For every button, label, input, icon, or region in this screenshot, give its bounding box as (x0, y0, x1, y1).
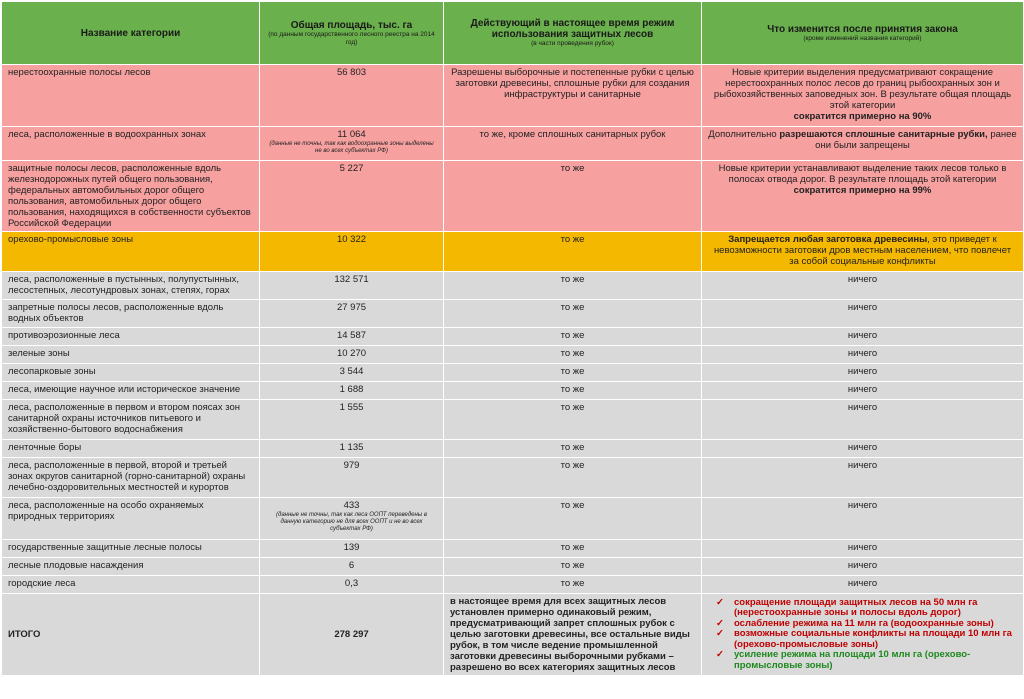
category-area: 1 555 (260, 400, 444, 440)
category-area: 27 975 (260, 300, 444, 328)
header-total-area: Общая площадь, тыс. га (по данным государственного лесного реестра на 2014 год) (260, 2, 444, 65)
total-regime: в настоящее время для всех защитных лесов установлен примерно одинаковый режим, предусматривающий запрет сплошных рубок с целью заготовки древесины, все остальные виды рубок, в том числе ведение промышленной заготовки древесины выборочными рубками – разрешено во всех категориях защитных лесов (444, 594, 702, 676)
area-note: (данные не точны, так как водоохранные зоны выделены не во всех субъектах РФ) (269, 141, 434, 154)
category-name: нерестоохранные полосы лесов (2, 65, 260, 127)
check-icon: ✓ (716, 596, 724, 608)
category-regime: то же, кроме сплошных санитарных рубок (444, 127, 702, 161)
category-area: 10 270 (260, 346, 444, 364)
category-change: ничего (702, 558, 1024, 576)
table-row (2, 558, 1024, 576)
category-name: городские леса (2, 576, 260, 594)
category-area: 6 (260, 558, 444, 576)
category-change: ничего (702, 346, 1024, 364)
table-row (2, 272, 1024, 300)
protective-forests-table (1, 1, 1024, 676)
category-name: государственные защитные лесные полосы (2, 540, 260, 558)
table-row (2, 161, 1024, 232)
table-row (2, 498, 1024, 540)
table-row (2, 65, 1024, 127)
table-row (2, 382, 1024, 400)
table-row (2, 400, 1024, 440)
category-area: 132 571 (260, 272, 444, 300)
category-change: ничего (702, 382, 1024, 400)
category-area: 11 064 (данные не точны, так как водоохранные зоны выделены не во всех субъектах РФ) (260, 127, 444, 161)
category-area: 5 227 (260, 161, 444, 232)
total-results (702, 594, 1024, 676)
table-row (2, 127, 1024, 161)
category-name: ленточные боры (2, 440, 260, 458)
category-change: ничего (702, 300, 1024, 328)
category-name: защитные полосы лесов, расположенные вдоль железнодорожных путей общего пользования, федеральных автомобильных дорог общего пользования, автомобильных дорог общего пользования, находящихся в собственности субъектов Российской Федерации (2, 161, 260, 232)
category-regime: то же (444, 232, 702, 272)
category-name: лесопарковые зоны (2, 364, 260, 382)
category-name: леса, расположенные в пустынных, полупустынных, лесостепных, лесотундровых зонах, степях, горах (2, 272, 260, 300)
result-item: ✓ возможные социальные конфликты на площади 10 млн га (орехово-промысловые зоны) (716, 628, 1012, 650)
category-area: 0,3 (260, 576, 444, 594)
category-regime: то же (444, 458, 702, 498)
result-item: ✓ ослабление режима на 11 млн га (водоохранные зоны) (716, 617, 994, 629)
category-area: 1 135 (260, 440, 444, 458)
category-change: Запрещается любая заготовка древесины, это приведет к невозможности заготовки дров местным населением, что повлечет за собой социальные конфликты (702, 232, 1024, 272)
category-change: ничего (702, 498, 1024, 540)
category-name: леса, имеющие научное или историческое значение (2, 382, 260, 400)
category-regime: то же (444, 300, 702, 328)
category-area: 139 (260, 540, 444, 558)
category-regime: то же (444, 346, 702, 364)
table-row (2, 576, 1024, 594)
category-name: запретные полосы лесов, расположенные вдоль водных объектов (2, 300, 260, 328)
table-row (2, 346, 1024, 364)
category-area: 1 688 (260, 382, 444, 400)
total-area: 278 297 (260, 594, 444, 676)
category-regime: то же (444, 364, 702, 382)
table-row (2, 540, 1024, 558)
category-area: 10 322 (260, 232, 444, 272)
category-change: ничего (702, 576, 1024, 594)
category-name: противоэрозионные леса (2, 328, 260, 346)
category-change: ничего (702, 440, 1024, 458)
table-row (2, 440, 1024, 458)
total-row (2, 594, 1024, 676)
category-regime: то же (444, 272, 702, 300)
category-name: зеленые зоны (2, 346, 260, 364)
table-row (2, 458, 1024, 498)
check-icon: ✓ (716, 628, 724, 640)
category-regime: то же (444, 440, 702, 458)
table-row (2, 232, 1024, 272)
category-regime: то же (444, 576, 702, 594)
category-regime: то же (444, 382, 702, 400)
category-regime: то же (444, 328, 702, 346)
category-change: ничего (702, 400, 1024, 440)
category-regime: то же (444, 400, 702, 440)
category-area: 56 803 (260, 65, 444, 127)
category-area: 3 544 (260, 364, 444, 382)
category-name: леса, расположенные в водоохранных зонах (2, 127, 260, 161)
category-area: 14 587 (260, 328, 444, 346)
category-change: ничего (702, 328, 1024, 346)
category-change: Новые критерии выделения предусматривают сокращение нерестоохранных полос лесов до границ рыбоохранных зон и рыбохозяйственных заповедных зон. В результате общая площадь этой категории сократится примерно на 90% (702, 65, 1024, 127)
area-note: (данные не точны, так как леса ООПТ переведены в данную категорию не для всех ООПТ и не во всех субъектах РФ) (276, 512, 427, 532)
category-change: ничего (702, 540, 1024, 558)
check-icon: ✓ (716, 617, 724, 629)
total-label: ИТОГО (2, 594, 260, 676)
category-regime: Разрешены выборочные и постепенные рубки с целью заготовки древесины, сплошные рубки для создания инфраструктуры и санитарные (444, 65, 702, 127)
check-icon: ✓ (716, 649, 724, 661)
category-regime: то же (444, 498, 702, 540)
header-row (2, 2, 1024, 65)
category-change: ничего (702, 458, 1024, 498)
category-area: 433 (данные не точны, так как леса ООПТ переведены в данную категорию не для всех ООПТ и не во всех субъектах РФ) (260, 498, 444, 540)
table-row (2, 328, 1024, 346)
results-list (708, 598, 1017, 672)
category-regime: то же (444, 558, 702, 576)
category-change: ничего (702, 364, 1024, 382)
category-regime: то же (444, 161, 702, 232)
category-area: 979 (260, 458, 444, 498)
table-row (2, 300, 1024, 328)
header-category-name: Название категории (2, 2, 260, 65)
table-row (2, 364, 1024, 382)
category-name: леса, расположенные на особо охраняемых природных территориях (2, 498, 260, 540)
category-change: ничего (702, 272, 1024, 300)
result-item: ✓ сокращение площади защитных лесов на 50 млн га (нерестоохранные зоны и полосы вдоль дорог) (716, 596, 978, 619)
result-item: ✓ усиление режима на площади 10 млн га (орехово-промысловые зоны) (716, 649, 971, 671)
category-change: Новые критерии устанавливают выделение таких лесов только в полосах отвода дорог. В результате площадь этой категории сократится примерно на 99% (702, 161, 1024, 232)
category-name: леса, расположенные в первом и втором поясах зон санитарной охраны источников питьевого и хозяйственно-бытового водоснабжения (2, 400, 260, 440)
category-change: Дополнительно разрешаются сплошные санитарные рубки, ранее они были запрещены (702, 127, 1024, 161)
header-changes: Что изменится после принятия закона (кроме изменений названия категорий) (702, 2, 1024, 65)
header-current-regime: Действующий в настоящее время режим использования защитных лесов (в части проведения рубок) (444, 2, 702, 65)
category-name: лесные плодовые насаждения (2, 558, 260, 576)
category-name: леса, расположенные в первой, второй и третьей зонах округов санитарной (горно-санитарной) охраны лечебно-оздоровительных местностей и курортов (2, 458, 260, 498)
category-regime: то же (444, 540, 702, 558)
category-name: орехово-промысловые зоны (2, 232, 260, 272)
